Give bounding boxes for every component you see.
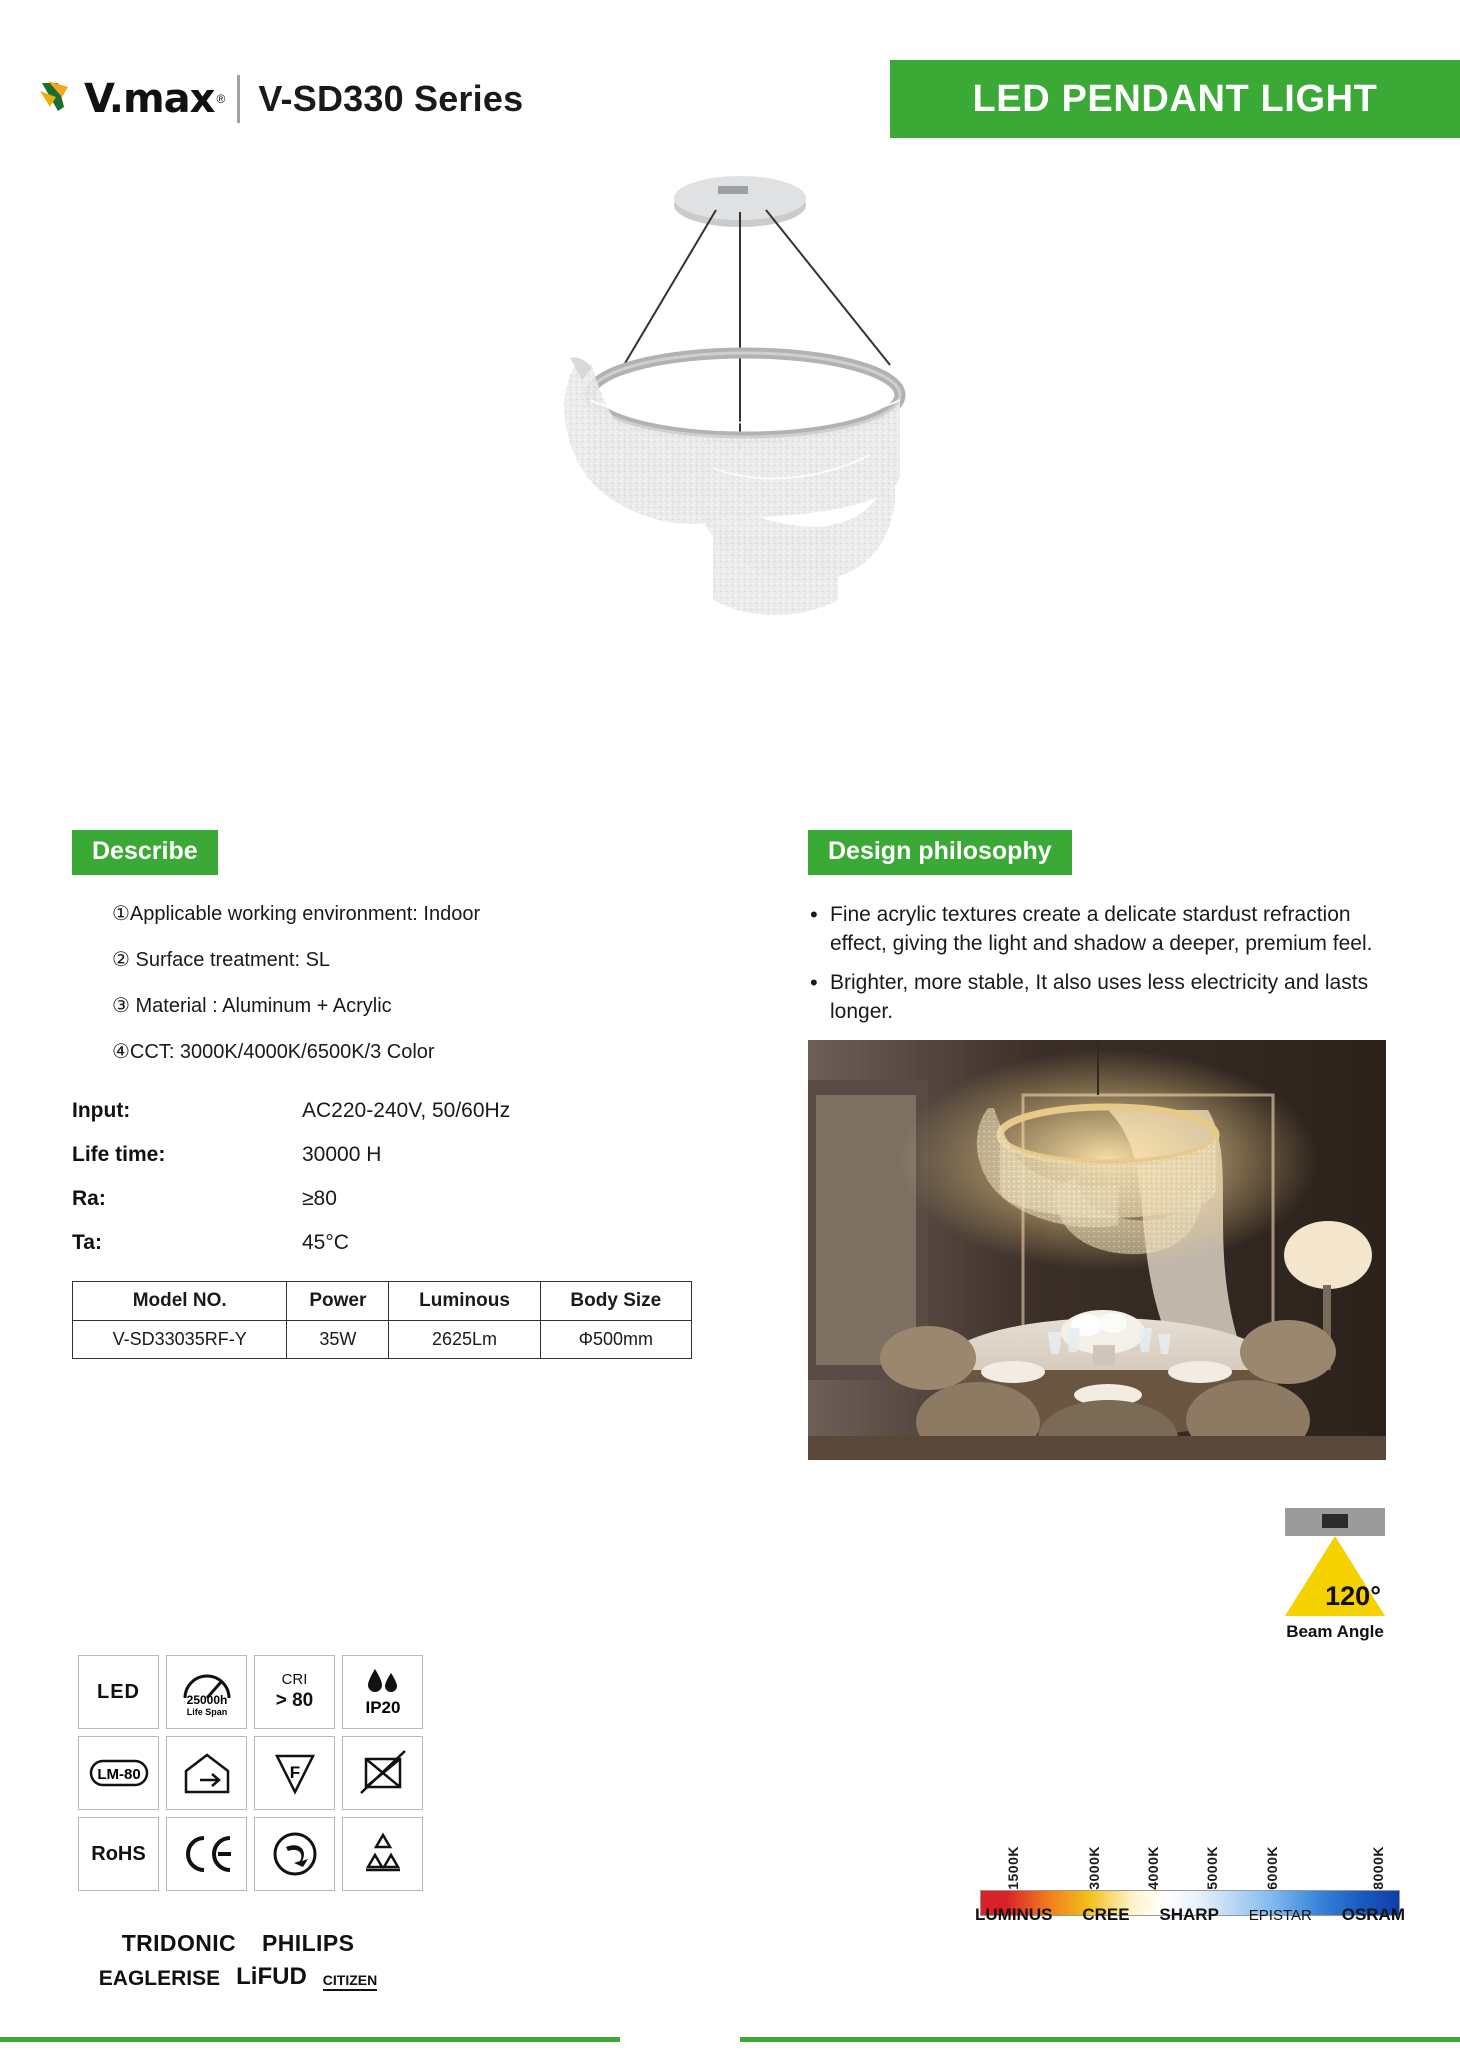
header-left	[0, 60, 890, 138]
cct-tick: 4000K	[1145, 1846, 1161, 1890]
brand-logo	[38, 76, 225, 122]
cct-tick-labels	[980, 1820, 1400, 1890]
rohs-icon	[78, 1817, 159, 1891]
brand-philips: PHILIPS	[262, 1930, 355, 1956]
logo-wordmark: V.max	[84, 76, 215, 122]
brand-sharp: SHARP	[1159, 1905, 1219, 1924]
philosophy-heading: Design philosophy	[808, 830, 1072, 875]
spec-value: AC220-240V, 50/60Hz	[302, 1099, 511, 1122]
f-mark-icon	[254, 1736, 335, 1810]
cct-tick: 6000K	[1264, 1846, 1280, 1890]
page-header	[0, 60, 1460, 138]
svg-text:LM-80: LM-80	[96, 1766, 141, 1783]
led-icon-label: LED	[97, 1680, 140, 1703]
describe-section	[72, 830, 722, 1359]
cct-tick: 8000K	[1370, 1846, 1386, 1890]
table-row	[73, 1321, 692, 1359]
brand-eaglerise: EAGLERISE	[98, 1967, 221, 1990]
brand-luminus: LUMINUS	[975, 1905, 1053, 1924]
spec-row	[72, 1143, 722, 1167]
series-title: V-SD330 Series	[258, 78, 524, 119]
cct-scale	[980, 1820, 1400, 1916]
svg-text:25000h: 25000h	[186, 1693, 227, 1707]
cell-power: 35W	[287, 1321, 389, 1359]
brand-cree: CREE	[1082, 1905, 1130, 1924]
cct-tick: 1500K	[1005, 1846, 1021, 1890]
philosophy-section	[808, 830, 1388, 1043]
spec-row	[72, 1187, 722, 1211]
spec-label: Life time:	[72, 1143, 166, 1166]
driver-brands-row2	[78, 1963, 398, 1991]
lm80-icon	[78, 1736, 159, 1810]
describe-list	[72, 901, 722, 1065]
header-banner-text: LED PENDANT LIGHT	[972, 77, 1378, 120]
cri-label: CRI	[281, 1670, 308, 1688]
cri-icon	[254, 1655, 335, 1729]
list-item: • Brighter, more stable, It also uses less electricity and lasts longer.	[808, 969, 1388, 1027]
spec-value: 45°C	[302, 1231, 349, 1254]
cell-body-size: Φ500mm	[540, 1321, 691, 1359]
beam-angle-block	[1285, 1508, 1385, 1642]
table-header-row	[73, 1282, 692, 1321]
header-banner	[890, 60, 1460, 138]
list-item: • Fine acrylic textures create a delicate stardust refraction effect, giving the light and shadow a deeper, premium feel.	[808, 901, 1388, 959]
column-header: Body Size	[540, 1282, 691, 1321]
certification-grid	[78, 1655, 423, 1891]
list-item: ③ Material : Aluminum + Acrylic	[112, 995, 392, 1017]
recycling-icon	[342, 1817, 423, 1891]
column-header: Model NO.	[73, 1282, 287, 1321]
cct-tick: 5000K	[1204, 1846, 1220, 1890]
vmax-logo-icon	[38, 77, 82, 121]
brand-epistar: EPISTAR	[1248, 1906, 1312, 1924]
svg-text:Life Span: Life Span	[186, 1707, 227, 1717]
led-icon	[78, 1655, 159, 1729]
list-item: ①Applicable working environment: Indoor	[112, 903, 481, 925]
brand-tridonic: TRIDONIC	[121, 1930, 237, 1956]
application-photo	[808, 1040, 1386, 1460]
spec-row	[72, 1231, 722, 1255]
chip-brands	[975, 1905, 1405, 1925]
brand-lifud: LiFUD	[236, 1963, 307, 1990]
driver-brands-row1	[78, 1930, 398, 1957]
philosophy-list	[808, 901, 1388, 1027]
describe-heading: Describe	[72, 830, 218, 875]
beam-angle-label: Beam Angle	[1286, 1622, 1384, 1641]
beam-fixture-lamp	[1322, 1514, 1348, 1528]
header-divider	[237, 75, 240, 123]
indoor-use-icon	[166, 1736, 247, 1810]
beam-angle-icon	[1285, 1508, 1385, 1616]
brand-osram: OSRAM	[1341, 1905, 1405, 1924]
spec-value: ≥80	[302, 1187, 337, 1210]
spec-label: Ra:	[72, 1187, 106, 1210]
footer-rule-left	[0, 2037, 620, 2042]
cct-tick: 3000K	[1086, 1846, 1102, 1890]
column-header: Luminous	[389, 1282, 540, 1321]
spec-label: Input:	[72, 1099, 131, 1122]
ce-icon	[166, 1817, 247, 1891]
no-cover-icon	[342, 1736, 423, 1810]
beam-angle-value: 120°	[1325, 1581, 1381, 1611]
product-hero-image	[470, 150, 1010, 790]
spec-table	[72, 1099, 722, 1255]
brand-citizen: CITIZEN	[323, 1972, 377, 1991]
list-item: ② Surface treatment: SL	[112, 949, 331, 971]
list-item: ④CCT: 3000K/4000K/6500K/3 Color	[112, 1041, 435, 1063]
spec-value: 30000 H	[302, 1143, 382, 1166]
top-margin	[0, 0, 1460, 60]
cell-model: V-SD33035RF-Y	[73, 1321, 287, 1359]
svg-text:F: F	[289, 1763, 300, 1782]
column-header: Power	[287, 1282, 389, 1321]
logo-registered-mark: ®	[216, 92, 226, 106]
cell-luminous: 2625Lm	[389, 1321, 540, 1359]
recycle-arrow-icon	[254, 1817, 335, 1891]
ip20-icon	[342, 1655, 423, 1729]
spec-row	[72, 1099, 722, 1123]
cri-value: > 80	[275, 1690, 314, 1712]
lifespan-icon	[166, 1655, 247, 1729]
rohs-label: RoHS	[91, 1842, 146, 1865]
footer-rule-right	[740, 2037, 1460, 2042]
model-table	[72, 1281, 692, 1359]
driver-brands	[78, 1930, 398, 1991]
spec-label: Ta:	[72, 1231, 102, 1254]
svg-text:IP20: IP20	[365, 1698, 400, 1717]
